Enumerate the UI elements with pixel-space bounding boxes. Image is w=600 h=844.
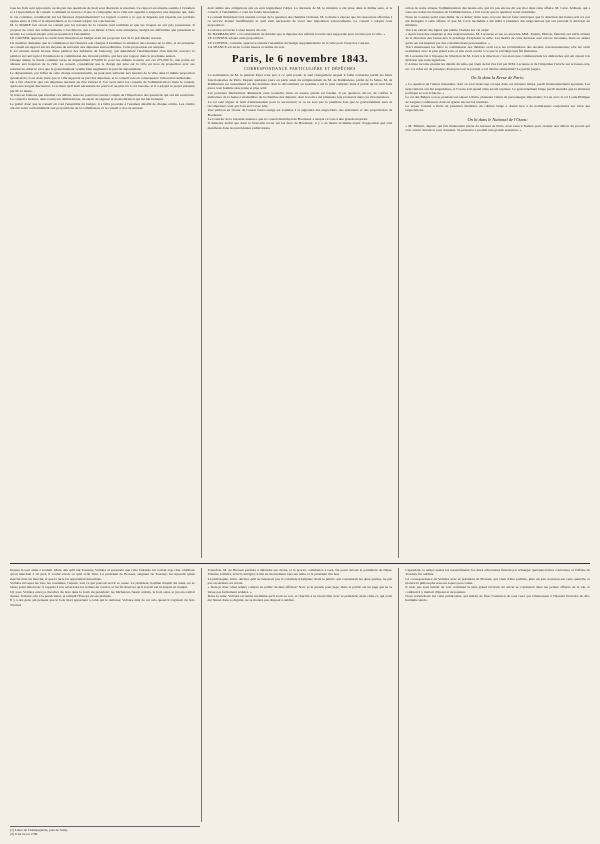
paragraph: « Après bien des enquêtes et des tergiversations, M. Lacaurne et ses co-associés, MM. Taquin, Dubois, Duteuil, ont enfin obtenu de la direction des beaux-arts le privilège d'exploiter la salle. Les motifs de cette décision sont encore inconnus, mais on assure qu'ils ont été inspirés par des considérations personnelles. »	[405, 32, 591, 45]
paragraph: La séance est levée à onze heures du soir.	[207, 27, 267, 32]
paragraph: Nous ne voulons point nous mêler de ce débat; mais nous croyons devoir faire remarquer que la direction des beaux-arts n'a pas été étrangère à cette affaire, et que M. Cavé lui-même a été mêlé à plusieurs des négociations qui ont précédé la décision du ministre.	[405, 14, 591, 28]
paragraph: tous les frais sont approuvés, au moyen des questions de droit sont discutées et résolues. Ce rapport est ensuite soumis à l'examen et à l'approbation du conseil. Comment se trouve-t-il que la compagnie de la ville soit appelée à supporter une dépense qui, dans le cas contraire, retomberait sur les finances départementales? Le rapport conclut à ce que la dépense soit répartie par portions égales entre la ville et le département, et le conseil adopte ces conclusions.	[10, 6, 195, 24]
paragraph: Il y a des gens qui pensent que le bois mort appartient à celui qui le ramasse; Voltaire était de cet avis quand il s'agissait du bois d'autrui.	[10, 598, 195, 607]
paragraph: Le roi des Belges a reçu, pendant son séjour à Paris, plusieurs visites de personnages importants; il a eu avec le roi Louis-Philippe de longues conférences dont on ignore encore les résultats.	[405, 95, 591, 104]
section-heading: On lit dans le National de l'Ouest:	[467, 116, 528, 122]
paragraph: LA SÉANCE est levée à onze heures et demie du soir.	[207, 45, 285, 50]
paragraph: Le roi veut léguer le nom d'ambassadeur pour la succession; et ce ne sera pas la première fois que le gouvernement aura su récompenser ceux qui l'ont servi avec zèle.	[207, 99, 393, 108]
paragraph: LE CONSEIL approuve le crédit dont l'insertion au budget avait été proposée lors de la précédente session.	[10, 36, 163, 41]
paragraph: L'Artiste raconte ensuite les détails du refus qui vient de lui être fait par MM. Lacaurne et de l'imprimer l'article sur le beaux-arts, etc. Ce refus est de principe. Pourquoi tout le journal a-t-il dû être réimprimé? Le public jugera.	[405, 62, 591, 71]
feuilleton-section	[10, 568, 590, 822]
paragraph: était admis aux obligations qui en sont légalement l'objet. La décision de M. le ministre a été prise dans le même sens, et le conseil, à l'unanimité, a voté les fonds nécessaires.	[207, 6, 393, 15]
paragraph: M. Lacaurne fut à l'époque de l'élection de M. Cavé à la direction; c'est alors que commencèrent les démarches qui ont abouti à la décision que nous signalons.	[405, 53, 591, 63]
paragraph: Toutefois, M. de Brosses persista à défendre ses droits, et le procès, commencé à Gex, fut porté devant le parlement de Dijon. Voltaire sollicita, écrivit, intrigua; il mit en mouvement tous ses amis, et le président tint bon.	[207, 568, 393, 577]
paragraph: Jusque-là tout allait à souhait. Mais, dès qu'il eut Tourney, Voltaire se persuada que cette fantaisie lui coûtait trop cher. Oubliant qu'on marchait à vil prix, il voulut ravoir ce qu'il avait livré. Le président de Brosses, seigneur de Tourney, lui répondit qu'un marché était un marché, et que la terre lui appartenait désormais.	[10, 568, 195, 581]
paragraph: Un membre demande que la commission des finances soit chargée d'examiner la situation des revenus de la ville, et de présenter au conseil un rapport sur les moyens de subvenir aux dépenses extraordinaires. Cette proposition est adoptée.	[10, 40, 195, 50]
footnotes	[10, 826, 200, 836]
feuilleton-divider	[10, 563, 590, 564]
paragraph: Le préfet donc que le conseil ait voté l'ensemble du budget, il a fallu procéder à l'examen détaillé de chaque article. Les crédits ont été votés conformément aux propositions de la commission, et le conseil a clos sa session.	[10, 101, 195, 110]
paragraph: La nomination de M. le général Pajol n'est pas, à ce qu'il paraît, le seul changement auquel il faille s'attendre parmi les hauts fonctionnaires de Paris. Depuis quelques jours on parle aussi du remplacement de M. de Rambuteau, préfet de la Seine. M. de Rambuteau est assurément un des hommes dont le dévouement au système a été le plus complet; mais il paraît qu'on veut faire place à un homme plus jeune et plus actif.	[207, 73, 393, 91]
dateline: Paris, le 6 novembre 1843.	[231, 53, 369, 66]
paragraph: « La question de l'union douanière, dont on s'est beaucoup occupé dans ces derniers temps, paraît momentanément ajournée. Les négociations ont été suspendues, et l'on ne sait quand elles seront reprises. Le gouvernement belge paraît attendre que la situation politique se soit éclaircie. »	[405, 82, 591, 95]
paragraph: Dans la suite, Voltaire reconnut lui-même qu'il avait eu tort, et chercha à se réconcilier avec le président; mais celui-ci, qui avait été blessé dans sa dignité, ne se montra pas disposé à oublier.	[207, 594, 393, 603]
paragraph: Le conseil municipal s'est ensuite occupé de la question des chemins vicinaux. M. le maire a exposé que les ressources affectées à ce service étaient insuffisantes et qu'il était nécessaire de voter une imposition extraordinaire. Le conseil a adopté cette proposition.	[207, 14, 393, 28]
feuilleton-column-2	[201, 568, 393, 822]
column-2	[201, 6, 393, 558]
paragraph: Les journaux ministériels démentent cette nouvelle; mais on assure qu'elle est fondée. Il est question, dit-on, de confier la préfecture de la Seine à un membre de la chambre des députés, dont le nom a été plusieurs fois prononcé dans ces circonstances.	[207, 90, 393, 100]
paragraph: « Dois-je donc ainsi rendre compte au public de mes affaires? Non: je le prends pour juge; mais le public est un juge qui ne se laisse pas facilement séduire. »	[207, 585, 393, 594]
paragraph: Une pétition en faveur de l'union franco-belge est soumise à la signature des négociants, des armateurs et des propriétaires de Bordeaux.	[207, 108, 393, 117]
paragraph: Voici un extrait des lignes que publie l'Artiste sur cet objet:	[405, 27, 490, 32]
paragraph: Le Courrier de la Gironde annonce que le conseil municipal de Bordeaux a adopté ce vœu à une grande majorité.	[207, 116, 369, 121]
paragraph: LE CONSEIL adopte cette proposition.	[207, 36, 264, 41]
footnote: (2) Il est né en 1709.	[10, 832, 39, 837]
paragraph: M. le MAIRE fait savoir au conseil que les travaux de la caserne sont terminés et que les troupes en ont pris possession. Il propose de voter des remerciements à l'architecte, qui a su mener à bien cette entreprise, malgré les difficultés que présentait le terrain. Le conseil adopte cette proposition à l'unanimité.	[10, 23, 195, 37]
paragraph: ration de notre attaque l'administration des beaux-arts, qui n'a pas encore dit son mot dans cette affaire. M. Cavé, l'éditeur, qui a sous ses ordres les bureaux de l'administration, a fait savoir que la question serait examinée.	[405, 6, 591, 15]
paragraph: Voici maintenant les faits: la commission des théâtres avait reçu les réclamations des anciens concessionnaires; elle les avait examinées avec le plus grand soin, et elle avait conclu à ce que le privilège leur fût maintenu.	[405, 45, 591, 54]
paragraph: Cependant, le temps apaisa les ressentiments; les deux adversaires finirent par échanger quelques lettres courtoises, et l'affaire de Tourney fut oubliée.	[405, 568, 591, 577]
dateline-subhead: CORRESPONDANCE PARTICULIÈRE ET DÉPÊCHES	[244, 67, 356, 72]
paragraph: « M. Billault, député, qui fait maintenant partie du barreau de Paris, était venu à Nantes pour assister aux débats du procès qui s'est ouvert devant la cour d'assises. Sa présence a produit une grande sensation. »	[405, 123, 591, 132]
paragraph: Chaque année, le fonds commun verse au département 275,000 fr. pour les enfants trouvés; sur ces 275,000 fr., une partie est allouée aux hospices de la ville. Le conseil, considérant que la charge qui pèse sur la ville est hors de proportion avec ses ressources, émet le vœu que le gouvernement veuille bien augmenter la part du département.	[10, 58, 195, 71]
paragraph: Si nous ne faisions que résumer ces débats, nous ne pourrions rendre compte de l'importance des questions qui ont été soulevées. Le conseil a montré, dans toutes ses délibérations, un esprit de sagesse et de modération qui lui fait honneur.	[10, 92, 195, 102]
column-1	[10, 6, 195, 558]
paragraph: Le département, par l'effet de cette charge exceptionnelle, ne peut plus subvenir aux besoins de la ville dans la même proportion qu'autrefois; il est donc juste que la ville supporte sa part des dépenses, et le conseil vote en conséquence l'allocation demandée.	[10, 71, 195, 80]
paragraph: Un jour, Voltaire envoya chercher du bois dans la forêt du président; les bûcherons furent arrêtés, le bois saisi, et procès-verbal dressé. Voltaire cria à la persécution, et remplit l'Europe de ses plaintes.	[10, 589, 195, 599]
paragraph: Nous reviendrons sur cette publication, qui mérite de fixer l'attention de tous ceux qui s'intéressent à l'histoire littéraire du dix-huitième siècle.	[405, 594, 591, 603]
feuilleton-column-3	[398, 568, 590, 822]
section-heading: On lit dans la Revue de Paris:	[471, 75, 525, 81]
paragraph: On a fait observer que ces dépenses auraient pu être évitées si l'on avait suivi les conseils de l'administration; mais le conseil, après une longue discussion, a reconnu qu'il était nécessaire de pourvoir au plus tôt à ces besoins, et il a adopté le projet présenté par M. le maire.	[10, 79, 195, 93]
main-columns	[10, 6, 590, 558]
footnote: (1) Lettre de Champagnette, près de Samy.	[10, 828, 68, 832]
column-3	[398, 6, 590, 558]
paragraph: M. BARBANÇON: « Il conviendrait de décider que la dépense des enfants trouvés sera supportée pour un tiers par la ville. »	[207, 32, 386, 37]
paragraph: Le séjour fortuné à Paris de plusieurs membres du cabinet belge a donné lieu à de nombreuses conjectures sur l'état des négociations.	[405, 103, 591, 113]
paragraph: LE CONSEIL, consulté, approuve ensuite l'ensemble du budget supplémentaire de la ville pour l'exercice courant.	[207, 40, 370, 45]
paragraph: Le philosophe, irrité, déclara qu'il ne laisserait pas la calomnie triompher; mais le public, qui connaissait les deux parties, ne prit pas au sérieux ces éclats.	[207, 576, 393, 586]
paragraph: Il n'est pas sans intérêt de voir comment le plus grand écrivain du siècle se conduisait dans les petites affaires de la vie, et combien il y mettait d'âpreté et de passion.	[405, 585, 591, 594]
paragraph: Voltaire invoqua les lois, les coutumes, l'équité, tout ce qui pouvait servir sa cause. Le président, homme d'esprit lui aussi, ne se laissa point émouvoir; il rappela à son adversaire les termes du contrat, et lui fit observer qu'il n'avait été ni surpris ni trompé.	[10, 581, 195, 590]
feuilleton-column-1	[10, 568, 195, 822]
paragraph: La correspondance de Voltaire avec le président de Brosses, qui vient d'être publiée, jette un jour nouveau sur cette querelle, et montre le philosophe sous un aspect peu connu.	[405, 576, 591, 586]
paragraph: Il demeure établi que dans la Nouvelle revue sur les feux de Bordeaux, il y a au moins le même esprit d'opposition qui s'est manifesté dans les précédentes publications.	[207, 121, 393, 130]
paragraph: Il est ensuite donné lecture d'une pétition des habitants du faubourg, qui demandent l'établissement d'un marché couvert; la pétition est renvoyée à l'examen de la commission des travaux publics, qui fera son rapport dans la prochaine séance.	[10, 49, 195, 58]
